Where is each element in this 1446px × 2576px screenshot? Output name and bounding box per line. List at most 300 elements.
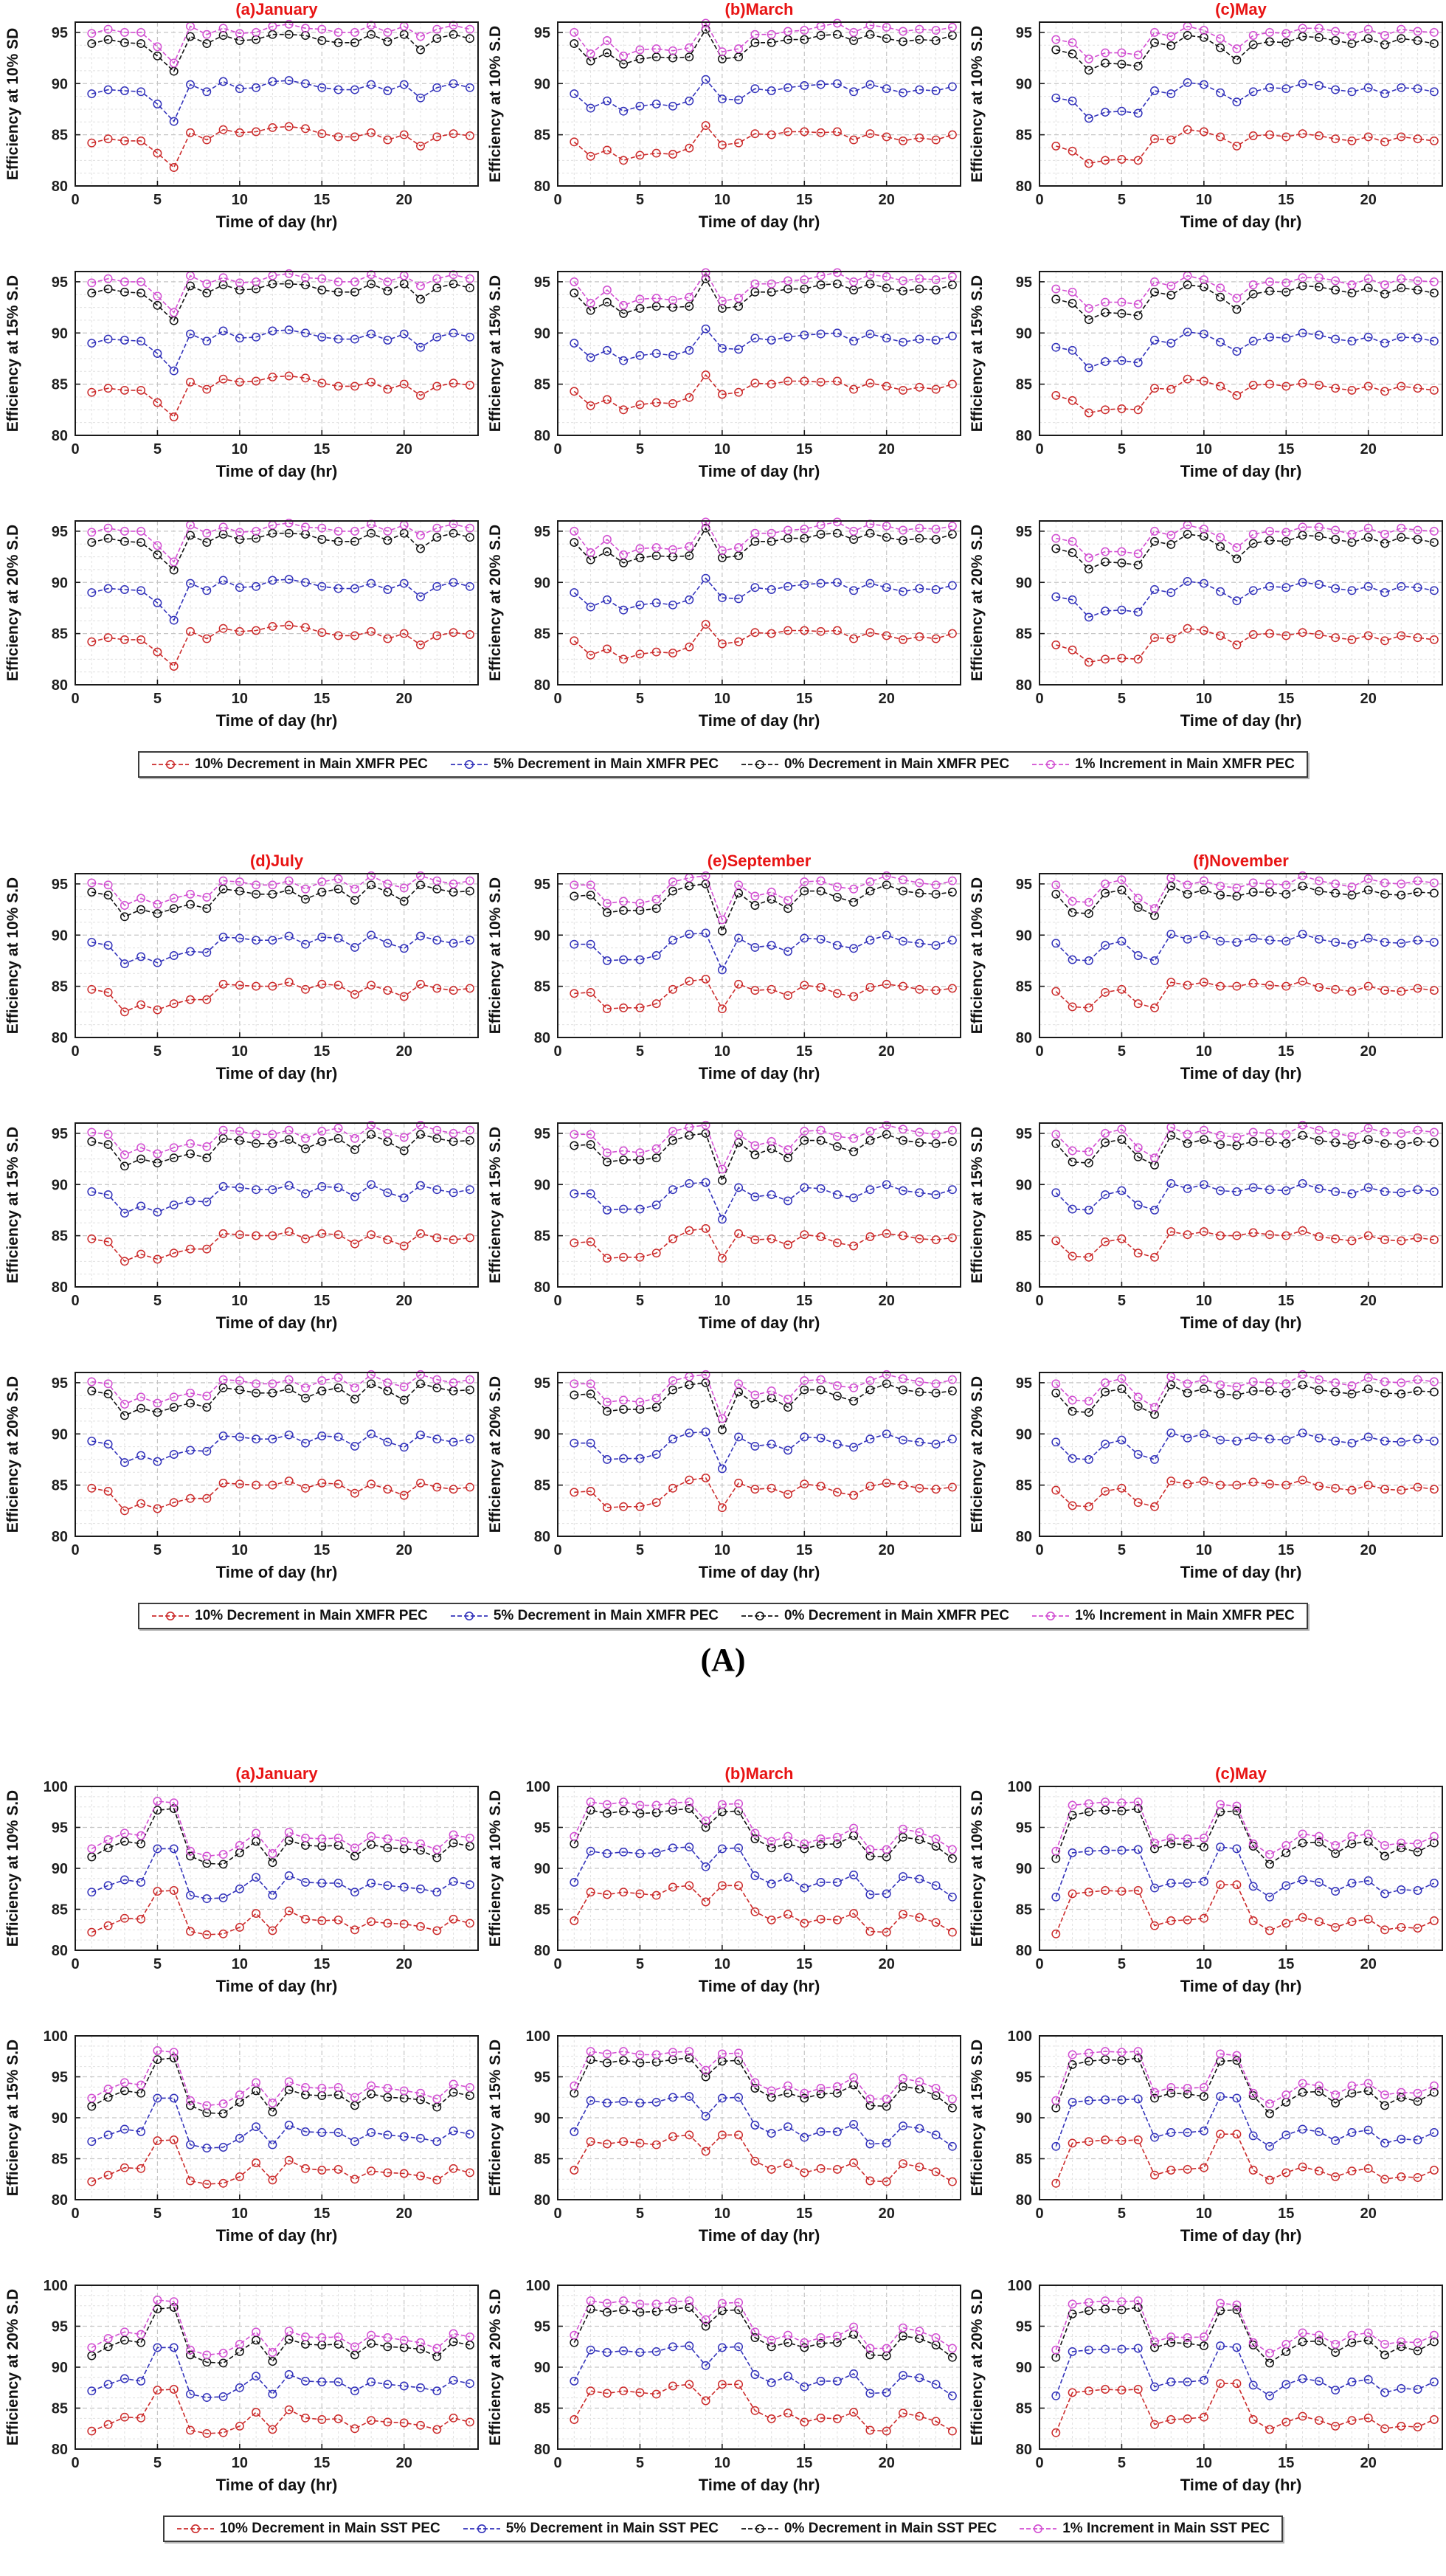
y-axis-label: Efficiency at 10% SD [4,27,21,181]
svg-text:90: 90 [51,1861,68,1877]
svg-text:90: 90 [1015,575,1032,592]
y-axis-label: Efficiency at 20% S.D [487,524,504,682]
x-axis-label: Time of day (hr) [698,462,820,480]
subplot-sst-row3-col2 [482,2263,964,2513]
svg-text:10: 10 [231,2206,248,2222]
svg-text:0: 0 [553,1956,562,1972]
y-axis-label: Efficiency at 10% S.D [4,1789,21,1947]
svg-text:95: 95 [51,523,68,540]
legend-item [741,1608,1009,1624]
svg-text:90: 90 [533,2360,550,2376]
svg-text:85: 85 [533,1902,550,1919]
svg-text:5: 5 [1117,1293,1126,1309]
svg-text:20: 20 [1360,1043,1377,1060]
y-axis-label: Efficiency at 20% S.D [487,1375,504,1533]
svg-text:10: 10 [713,1293,730,1309]
svg-text:95: 95 [51,24,68,41]
svg-text:0: 0 [1035,192,1044,208]
svg-text:0: 0 [1035,1043,1044,1060]
svg-text:15: 15 [1278,2206,1295,2222]
svg-text:5: 5 [635,1293,644,1309]
subplot-grid-xmfr-2 [0,852,1446,1600]
subplot-canvas [0,0,482,246]
subplot-canvas [482,249,964,495]
svg-text:95: 95 [51,274,68,291]
svg-text:0: 0 [71,1542,80,1558]
svg-text:80: 80 [533,677,550,694]
svg-text:15: 15 [796,1293,813,1309]
subplot-title: (f)November [1193,852,1289,870]
svg-text:95: 95 [1015,876,1032,893]
subplot-sst-row1-col2 [482,1764,964,2014]
x-axis-label: Time of day (hr) [215,1563,338,1581]
svg-text:80: 80 [533,1280,550,1296]
svg-text:80: 80 [51,428,68,444]
svg-text:5: 5 [153,691,162,707]
svg-text:85: 85 [1015,1902,1032,1919]
svg-text:95: 95 [533,1125,550,1142]
svg-text:90: 90 [533,575,550,592]
svg-text:90: 90 [1015,928,1032,945]
svg-text:95: 95 [1015,2069,1032,2086]
svg-text:15: 15 [314,1542,331,1558]
legend-box-sst [163,2515,1283,2542]
svg-text:5: 5 [635,441,644,457]
svg-text:20: 20 [878,2206,895,2222]
legend-item [450,756,719,773]
svg-text:90: 90 [51,1426,68,1443]
legend-label: 5% Decrement in Main XMFR PEC [493,756,719,772]
svg-text:95: 95 [1015,1820,1032,1837]
svg-text:10: 10 [231,441,248,457]
svg-text:10: 10 [713,192,730,208]
svg-text:85: 85 [1015,1477,1032,1494]
subplot-canvas [482,499,964,745]
svg-text:85: 85 [51,978,68,995]
svg-text:80: 80 [533,428,550,444]
svg-text:5: 5 [635,1956,644,1972]
svg-text:95: 95 [1015,1125,1032,1142]
svg-text:15: 15 [314,1956,331,1972]
x-axis-label: Time of day (hr) [1180,711,1302,730]
svg-text:10: 10 [1195,1043,1212,1060]
svg-text:15: 15 [314,192,331,208]
svg-text:10: 10 [1195,441,1212,457]
legend-item [450,1608,719,1624]
svg-text:20: 20 [395,1293,412,1309]
svg-text:85: 85 [1015,376,1032,393]
svg-text:95: 95 [533,274,550,291]
svg-text:20: 20 [878,1956,895,1972]
svg-text:100: 100 [43,2028,68,2045]
y-axis-label: Efficiency at 20% S.D [4,524,21,682]
y-axis-label: Efficiency at 20% S.D [4,2288,21,2446]
y-axis-label: Efficiency at 10% S.D [4,877,21,1035]
svg-text:90: 90 [1015,1177,1032,1194]
svg-text:0: 0 [553,691,562,707]
subplot-xmfr-2-row2-col2 [482,1101,964,1350]
svg-text:0: 0 [71,1043,80,1060]
legend-label: 10% Decrement in Main SST PEC [219,2521,440,2536]
legend-item [151,1608,428,1624]
svg-text:5: 5 [635,1043,644,1060]
svg-text:0: 0 [1035,691,1044,707]
svg-text:15: 15 [796,1956,813,1972]
subplot-title: (c)May [1215,0,1267,18]
svg-text:80: 80 [1015,1943,1032,1959]
x-axis-label: Time of day (hr) [215,2476,338,2494]
figure-block-xmfr-part2 [0,852,1446,1679]
svg-text:15: 15 [1278,441,1295,457]
x-axis-label: Time of day (hr) [698,1064,820,1082]
svg-text:85: 85 [533,1477,550,1494]
svg-text:10: 10 [231,1293,248,1309]
subplot-sst-row2-col2 [482,2014,964,2263]
svg-text:10: 10 [231,1956,248,1972]
svg-text:95: 95 [51,1375,68,1392]
subplot-xmfr-1-row1-col3 [964,0,1446,249]
svg-text:85: 85 [51,1477,68,1494]
svg-text:20: 20 [1360,691,1377,707]
svg-text:90: 90 [51,1177,68,1194]
svg-text:90: 90 [533,76,550,93]
svg-text:80: 80 [533,179,550,195]
svg-text:15: 15 [796,192,813,208]
svg-text:5: 5 [153,2455,162,2471]
x-axis-label: Time of day (hr) [1180,1064,1302,1082]
svg-text:15: 15 [1278,2455,1295,2471]
legend-label: 1% Increment in Main SST PEC [1062,2521,1270,2536]
svg-text:5: 5 [153,192,162,208]
y-axis-label: Efficiency at 10% S.D [487,877,504,1035]
svg-text:85: 85 [51,1902,68,1919]
svg-text:10: 10 [713,441,730,457]
svg-text:15: 15 [1278,1293,1295,1309]
legend-marker-icon [151,759,190,770]
figure-block-sst [0,1764,1446,2542]
svg-text:20: 20 [395,1542,412,1558]
subplot-title: (a)January [235,0,318,18]
y-axis-label: Efficiency at 10% S.D [969,1789,986,1947]
svg-text:80: 80 [51,677,68,694]
svg-text:20: 20 [1360,1542,1377,1558]
subplot-canvas [0,1101,482,1347]
legend-marker-icon [741,2523,779,2535]
legend-marker-icon [741,1610,779,1622]
svg-text:0: 0 [71,2206,80,2222]
legend-row [0,2513,1446,2542]
subplot-canvas [0,852,482,1097]
svg-text:100: 100 [525,2278,550,2294]
y-axis-label: Efficiency at 20% S.D [969,2288,986,2446]
svg-text:15: 15 [796,691,813,707]
svg-text:10: 10 [231,192,248,208]
svg-text:85: 85 [51,2151,68,2168]
svg-text:85: 85 [51,2400,68,2417]
svg-text:20: 20 [1360,2455,1377,2471]
y-axis-label: Efficiency at 15% S.D [4,274,21,432]
legend-marker-icon [1031,759,1070,770]
svg-text:100: 100 [1007,2278,1032,2294]
subplot-xmfr-2-row1-col3 [964,852,1446,1101]
svg-text:0: 0 [71,441,80,457]
svg-text:0: 0 [553,2206,562,2222]
subplot-title: (d)July [249,852,304,870]
svg-text:20: 20 [395,192,412,208]
subplot-xmfr-2-row3-col1 [0,1350,482,1600]
figure-block-xmfr-part1 [0,0,1446,778]
subplot-sst-row3-col3 [964,2263,1446,2513]
subplot-canvas [0,2014,482,2259]
y-axis-label: Efficiency at 15% S.D [4,1126,21,1284]
svg-text:80: 80 [51,1030,68,1046]
svg-text:85: 85 [533,978,550,995]
subplot-canvas [964,1350,1446,1596]
svg-text:10: 10 [231,2455,248,2471]
svg-text:10: 10 [1195,1542,1212,1558]
svg-text:90: 90 [1015,325,1032,342]
x-axis-label: Time of day (hr) [1180,1313,1302,1332]
subplot-canvas [0,249,482,495]
legend-box-xmfr-1 [138,751,1308,778]
legend-marker-icon [463,2523,501,2535]
subplot-xmfr-1-row2-col3 [964,249,1446,499]
legend-box-xmfr-2 [138,1603,1308,1629]
y-axis-label: Efficiency at 15% S.D [487,2039,504,2197]
svg-text:20: 20 [878,441,895,457]
subplot-xmfr-2-row1-col2 [482,852,964,1101]
x-axis-label: Time of day (hr) [1180,213,1302,231]
legend-marker-icon [450,759,488,770]
svg-text:20: 20 [878,691,895,707]
svg-text:20: 20 [395,691,412,707]
legend-row [0,1600,1446,1629]
svg-text:20: 20 [1360,441,1377,457]
svg-text:20: 20 [395,2455,412,2471]
subplot-canvas [0,1350,482,1596]
legend-label: 10% Decrement in Main XMFR PEC [195,756,428,772]
svg-text:0: 0 [553,1043,562,1060]
svg-text:80: 80 [1015,2442,1032,2458]
legend-label: 0% Decrement in Main SST PEC [783,2521,997,2536]
subplot-canvas [964,2263,1446,2509]
y-axis-label: Efficiency at 10% S.D [969,877,986,1035]
svg-text:95: 95 [1015,2318,1032,2335]
x-axis-label: Time of day (hr) [1180,1563,1302,1581]
svg-text:0: 0 [71,1956,80,1972]
subplot-title: (b)March [724,0,794,18]
legend-label: 0% Decrement in Main XMFR PEC [783,1608,1010,1623]
legend-label: 10% Decrement in Main XMFR PEC [195,1608,428,1623]
legend-label: 5% Decrement in Main SST PEC [505,2521,719,2536]
svg-text:80: 80 [533,2442,550,2458]
svg-text:15: 15 [796,2455,813,2471]
subplot-canvas [964,249,1446,495]
svg-text:0: 0 [1035,441,1044,457]
subplot-canvas [964,1101,1446,1347]
svg-text:90: 90 [51,2360,68,2376]
svg-text:90: 90 [533,1426,550,1443]
svg-text:80: 80 [51,1280,68,1296]
subplot-xmfr-2-row3-col3 [964,1350,1446,1600]
y-axis-label: Efficiency at 15% S.D [4,2039,21,2197]
x-axis-label: Time of day (hr) [698,1563,820,1581]
y-axis-label: Efficiency at 15% S.D [487,1126,504,1284]
svg-text:5: 5 [635,2455,644,2471]
subplot-canvas [482,852,964,1097]
svg-text:5: 5 [153,1956,162,1972]
svg-text:95: 95 [51,2069,68,2086]
svg-text:0: 0 [71,691,80,707]
svg-text:85: 85 [533,2400,550,2417]
svg-text:0: 0 [1035,2206,1044,2222]
subplot-sst-row1-col3 [964,1764,1446,2014]
svg-text:0: 0 [71,192,80,208]
svg-text:90: 90 [1015,76,1032,93]
svg-text:80: 80 [1015,1030,1032,1046]
x-axis-label: Time of day (hr) [215,711,338,730]
subplot-xmfr-2-row1-col1 [0,852,482,1101]
subplot-xmfr-2-row2-col1 [0,1101,482,1350]
svg-text:85: 85 [1015,978,1032,995]
svg-text:5: 5 [635,1542,644,1558]
svg-text:90: 90 [51,928,68,945]
subplot-canvas [0,2263,482,2509]
svg-text:0: 0 [1035,1956,1044,1972]
svg-text:100: 100 [1007,2028,1032,2045]
svg-text:85: 85 [1015,2151,1032,2168]
svg-text:5: 5 [1117,1956,1126,1972]
legend-item [1031,756,1295,773]
legend-marker-icon [1019,2523,1057,2535]
x-axis-label: Time of day (hr) [215,1313,338,1332]
subplot-xmfr-1-row3-col2 [482,499,964,748]
svg-text:90: 90 [1015,1426,1032,1443]
y-axis-label: Efficiency at 15% S.D [969,1126,986,1284]
svg-text:95: 95 [1015,1375,1032,1392]
svg-text:90: 90 [51,575,68,592]
svg-text:20: 20 [395,441,412,457]
legend-marker-icon [1031,1610,1070,1622]
svg-text:20: 20 [1360,192,1377,208]
x-axis-label: Time of day (hr) [698,2226,820,2245]
svg-text:95: 95 [51,1125,68,1142]
subplot-canvas [964,1764,1446,2010]
svg-text:85: 85 [51,626,68,643]
svg-text:80: 80 [533,1943,550,1959]
subplot-canvas [964,852,1446,1097]
svg-text:100: 100 [43,1779,68,1795]
y-axis-label: Efficiency at 15% S.D [969,274,986,432]
svg-text:90: 90 [533,1177,550,1194]
svg-text:10: 10 [1195,1293,1212,1309]
svg-text:100: 100 [525,2028,550,2045]
subplot-canvas [482,2014,964,2259]
subplot-canvas [0,1764,482,2010]
x-axis-label: Time of day (hr) [215,213,338,231]
y-axis-label: Efficiency at 20% S.D [4,1375,21,1533]
svg-text:100: 100 [1007,1779,1032,1795]
x-axis-label: Time of day (hr) [1180,1977,1302,1995]
svg-text:5: 5 [1117,2206,1126,2222]
svg-text:0: 0 [1035,1542,1044,1558]
svg-text:5: 5 [635,2206,644,2222]
svg-text:100: 100 [43,2278,68,2294]
y-axis-label: Efficiency at 20% S.D [969,1375,986,1533]
subplot-xmfr-1-row3-col3 [964,499,1446,748]
svg-text:90: 90 [533,928,550,945]
svg-text:10: 10 [713,1956,730,1972]
svg-text:10: 10 [713,1043,730,1060]
svg-text:5: 5 [1117,1043,1126,1060]
subplot-sst-row2-col1 [0,2014,482,2263]
svg-text:95: 95 [533,876,550,893]
subplot-canvas [0,499,482,745]
svg-text:5: 5 [153,2206,162,2222]
x-axis-label: Time of day (hr) [698,711,820,730]
svg-text:5: 5 [635,192,644,208]
legend-item [741,2521,997,2537]
svg-text:10: 10 [231,1043,248,1060]
svg-text:10: 10 [231,691,248,707]
svg-text:0: 0 [553,1542,562,1558]
svg-text:10: 10 [1195,192,1212,208]
svg-text:85: 85 [51,1228,68,1245]
svg-text:15: 15 [314,2206,331,2222]
svg-text:95: 95 [533,2318,550,2335]
svg-text:80: 80 [533,1030,550,1046]
subplot-canvas [482,1350,964,1596]
svg-text:80: 80 [533,1529,550,1545]
svg-text:95: 95 [533,24,550,41]
legend-label: 1% Increment in Main XMFR PEC [1075,1608,1295,1623]
svg-text:85: 85 [533,127,550,144]
svg-text:80: 80 [1015,428,1032,444]
svg-text:15: 15 [796,2206,813,2222]
subplot-xmfr-1-row2-col1 [0,249,482,499]
legend-row [0,748,1446,778]
legend-marker-icon [450,1610,488,1622]
x-axis-label: Time of day (hr) [215,1977,338,1995]
svg-text:0: 0 [71,2455,80,2471]
subplot-canvas [482,1764,964,2010]
svg-text:90: 90 [51,2110,68,2127]
svg-text:85: 85 [1015,2400,1032,2417]
svg-text:20: 20 [395,1043,412,1060]
svg-text:5: 5 [153,1542,162,1558]
svg-text:0: 0 [553,1293,562,1309]
svg-text:15: 15 [1278,1542,1295,1558]
y-axis-label: Efficiency at 10% S.D [487,25,504,183]
svg-text:10: 10 [1195,2455,1212,2471]
svg-text:5: 5 [153,1043,162,1060]
svg-text:5: 5 [635,691,644,707]
x-axis-label: Time of day (hr) [1180,462,1302,480]
svg-text:5: 5 [1117,691,1126,707]
legend-marker-icon [176,2523,215,2535]
svg-text:95: 95 [51,2318,68,2335]
svg-text:0: 0 [553,441,562,457]
svg-text:5: 5 [1117,441,1126,457]
svg-text:80: 80 [1015,1280,1032,1296]
subplot-canvas [482,0,964,246]
svg-text:0: 0 [1035,2455,1044,2471]
svg-text:85: 85 [51,376,68,393]
svg-text:15: 15 [1278,1043,1295,1060]
svg-text:0: 0 [553,192,562,208]
svg-text:90: 90 [1015,1861,1032,1877]
svg-text:15: 15 [1278,192,1295,208]
